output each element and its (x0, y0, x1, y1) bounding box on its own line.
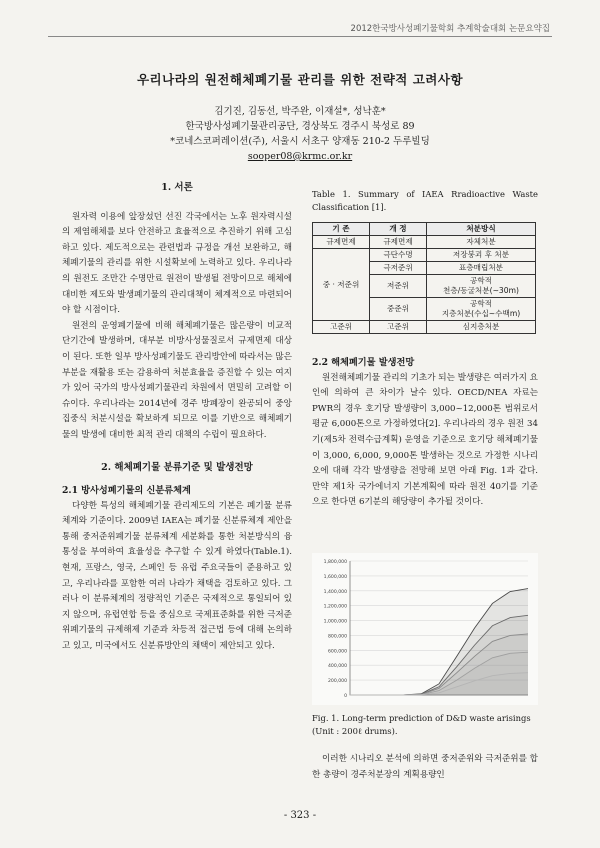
intro-heading: 1. 서론 (161, 182, 193, 193)
intro-paragraph-2: 원전의 운영폐기물에 비해 해체폐기물은 많은량이 비교적 단기간에 발생하며, 대부분 비방사성물질로서 규제면제 대상이 된다. 또한 일부 방사성폐기물도 관리방안에 따라서는 많은 부분을 재활용 또는 감용하여 처분효율을 증진할 수 있는 여지가 있어 국가의 방사성폐기물관리 차원에서 면밀히 고려할 이슈이다. 우리나라는 2014년에 경주 방폐장이 완공되어 중앙집중식 처분시설을 확보하게 되므로 이를 기반으로 해체폐기물의 발생에 대비한 최적 관리 대책의 수립이 필요하다. (62, 320, 292, 440)
table-cell: 규제면제 (313, 236, 370, 249)
table-row (313, 236, 536, 249)
y-tick-label: 200,000 (328, 679, 347, 685)
author-names: 김기진, 김동선, 박주완, 이재설*, 성낙훈* (214, 106, 386, 117)
y-tick-label: 1,800,000 (323, 560, 347, 565)
y-tick-label: 1,000,000 (323, 619, 347, 625)
section-2-2-paragraph: 원전해체폐기물 관리의 기초가 되는 발생량은 여러가지 요인에 의하여 큰 차이가 날수 있다. OECD/NEA 자료는 PWR의 경우 호기당 발생량이 3,000~12,000톤 범위로서 평균 6,000톤으로 가정하였다[2]. 우리나라의 경우 원전 34기(제5차 전력수급계획) 운영을 기준으로 호기당 해체폐기물이 3,000, 6,000, 9,000톤 발생하는 것으로 가정한 시나리오에 대해 각각 발생량을 전망해 보면 아래 Fig. 1과 같다. 만약 제1차 국가에너지 기본계획에 따라 원전 40기를 기준으로 한다면 6기분의 해당량이 추가될 것이다. (312, 372, 538, 508)
table-cell: 심지층처분 (427, 321, 536, 334)
table-cell (427, 298, 536, 321)
figure-1-chart (312, 553, 538, 705)
section-2-1-heading: 2.1 방사성폐기물의 신분류체계 (62, 485, 191, 497)
table-cell-line: 지층처분(수십~수백m) (441, 309, 521, 318)
y-tick-label: 1,200,000 (323, 604, 347, 610)
figure-1-caption: Fig. 1. Long-term prediction of D&D waste arisings (Unit : 200ℓ drums). (312, 713, 531, 736)
section-2-2-paragraph-2: 이러한 시나리오 분석에 의하면 중저준위와 극저준위를 합한 총량이 경주처분장의 계획용량인 (312, 754, 538, 780)
table-cell: 표층매립처분 (427, 262, 536, 275)
y-tick-label: 1,600,000 (323, 574, 347, 580)
table-cell (427, 275, 536, 298)
y-tick-label: 1,400,000 (323, 589, 347, 595)
y-tick-label: 800,000 (328, 634, 347, 640)
intro-paragraph-1: 원자력 이용에 앞장섰던 선진 각국에서는 노후 원자력시설의 제염해체를 보다 안전하고 효율적으로 추진하기 위해 고심하고 있다. 제도적으로는 관련법과 규정을 개선 보완하고, 해체폐기물의 관리를 위한 시설확보에 노력하고 있다. 우리나라의 원전도 조만간 수명만료 원전이 발생될 전망이므로 해체에 대비한 제도와 발생폐기물의 관리대책이 체계적으로 마련되어야 할 시점이다. (62, 211, 292, 316)
table-header-cell: 개 정 (370, 223, 427, 236)
table-cell: 저준위 (370, 275, 427, 298)
table-cell: 극저준위 (370, 262, 427, 275)
table-row (313, 321, 536, 334)
right-column-text (312, 355, 538, 511)
table-cell-line: 천층/동굴처분(~30m) (443, 286, 519, 295)
y-tick-label: 0 (344, 694, 347, 699)
affiliation-1: 한국방사성폐기물관리공단, 경상북도 경주시 북성로 89 (185, 121, 415, 132)
table-cell: 저장붕괴 후 처분 (427, 249, 536, 262)
page-number: - 323 - (283, 810, 317, 821)
table-cell-line: 공학적 (469, 299, 492, 308)
left-column (62, 180, 292, 655)
table-cell: 규제면제 (370, 236, 427, 249)
header-rule (48, 36, 552, 37)
table-header-cell: 기 존 (313, 223, 370, 236)
section-2-1-paragraph: 다양한 특성의 해체폐기물 관리제도의 기본은 폐기물 분류체계와 기준이다. 2009년 IAEA는 폐기물 신분류체계 제안을 통해 중저준위폐기물 분류체계 세분화를 통한 처분방식의 융통성을 부여하여 효율성을 추구할 수 있게 하였다(Table.1). 현재, 프랑스, 영국, 스페인 등 유럽 주요국들이 준용하고 있고, 우리나라를 포함한 여러 나라가 채택을 검토하고 있다. 그러나 이 분류체계의 정량적인 기준은 국제적으로 통일되어 있지 않으며, 유럽연합 등을 중심으로 국제표준화를 위한 극저준위폐기물의 규제해제 기준과 차등적 접근법 등에 대해 논의하고 있고, 미국에서도 신분류방안의 채택이 제안되고 있다. (62, 500, 292, 652)
table-cell: 중준위 (370, 298, 427, 321)
table-cell: 고준위 (370, 321, 427, 334)
table-1-caption: Table 1. Summary of IAEA Rradioactive Waste Classification [1]. (312, 189, 538, 212)
paper-title: 우리나라의 원전해체폐기물 관리를 위한 전략적 고려사항 (136, 72, 464, 87)
table-cell: 자체처분 (427, 236, 536, 249)
table-cell: 중 · 저준위 (313, 249, 370, 321)
section-2-2-heading: 2.2 해체폐기물 발생전망 (312, 357, 415, 368)
author-block (0, 104, 600, 164)
section-2-heading: 2. 해체폐기물 분류기준 및 발생전망 (101, 461, 253, 473)
table-row (313, 249, 536, 262)
table-header-cell: 처분방식 (427, 223, 536, 236)
right-column-tail (312, 752, 538, 783)
affiliation-2: *코네스코퍼레이션(주), 서울시 서초구 양재동 210-2 두루빌딩 (170, 136, 430, 147)
table-cell: 고준위 (313, 321, 370, 334)
running-header: 2012한국방사성폐기물학회 추계학술대회 논문요약집 (350, 24, 550, 34)
author-email[interactable]: sooper08@krmc.or.kr (247, 151, 353, 162)
y-tick-label: 600,000 (328, 649, 347, 655)
table-header-row (313, 223, 536, 236)
table-1 (312, 222, 536, 334)
table-cell: 극단수명 (370, 249, 427, 262)
table-cell-line: 공학적 (469, 276, 492, 285)
y-tick-label: 400,000 (328, 664, 347, 670)
